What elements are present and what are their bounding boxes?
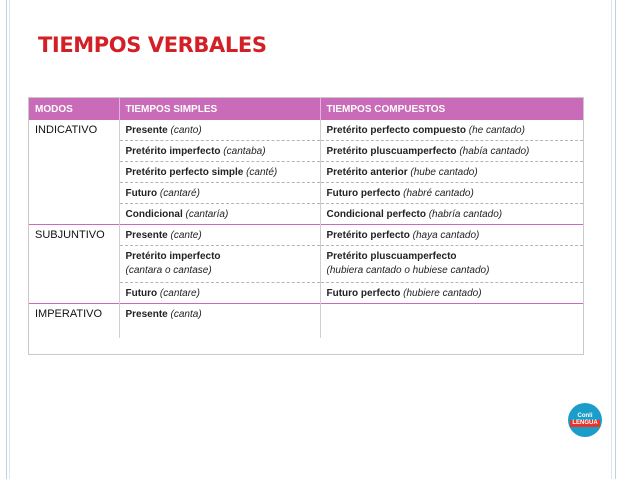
header-tiempos-simples: TIEMPOS SIMPLES bbox=[119, 98, 320, 120]
table-row bbox=[29, 120, 583, 141]
simple-cell: Presente (cante) bbox=[119, 225, 320, 246]
compuesto-cell-empty bbox=[320, 304, 583, 339]
simple-cell: Pretérito perfecto simple (canté) bbox=[119, 162, 320, 183]
slide-title: TIEMPOS VERBALES bbox=[38, 33, 267, 57]
brand-logo: Conli LENGUA bbox=[568, 403, 602, 437]
compuesto-cell: Pretérito perfecto compuesto (he cantado) bbox=[326, 124, 525, 136]
right-border-line bbox=[615, 0, 616, 479]
modo-imperativo: IMPERATIVO bbox=[29, 304, 119, 339]
simple-cell: Futuro (cantaré) bbox=[119, 183, 320, 204]
table-row bbox=[29, 225, 583, 246]
compuesto-cell: Pretérito pluscuamperfecto (hubiera cantado o hubiese cantado) bbox=[320, 246, 583, 283]
verb-tenses-table bbox=[28, 97, 584, 355]
simple-cell: Pretérito imperfecto (cantaba) bbox=[119, 141, 320, 162]
header-tiempos-compuestos: TIEMPOS COMPUESTOS bbox=[320, 98, 583, 120]
compuesto-cell: Condicional perfecto (habría cantado) bbox=[320, 204, 583, 225]
compuesto-cell: Pretérito pluscuamperfecto (había cantado) bbox=[320, 141, 583, 162]
table-header-row bbox=[29, 98, 583, 120]
simple-cell: Futuro (cantare) bbox=[119, 283, 320, 304]
left-border-line-inner bbox=[9, 0, 10, 479]
modo-indicativo: INDICATIVO bbox=[29, 120, 119, 225]
left-border-line bbox=[6, 0, 7, 479]
compuesto-cell: Futuro perfecto (habré cantado) bbox=[320, 183, 583, 204]
right-border-line-inner bbox=[611, 0, 612, 479]
header-modos: MODOS bbox=[29, 98, 119, 120]
simple-cell: Presente (canto) bbox=[119, 120, 320, 141]
simple-cell: Presente (canta) bbox=[119, 304, 320, 339]
simple-cell: Pretérito imperfecto (cantara o cantase) bbox=[119, 246, 320, 283]
modo-subjuntivo: SUBJUNTIVO bbox=[29, 225, 119, 304]
compuesto-cell: Pretérito anterior (hube cantado) bbox=[320, 162, 583, 183]
simple-cell: Condicional (cantaría) bbox=[119, 204, 320, 225]
table-row bbox=[29, 304, 583, 339]
compuesto-cell: Pretérito perfecto (haya cantado) bbox=[320, 225, 583, 246]
compuesto-cell: Futuro perfecto (hubiere cantado) bbox=[320, 283, 583, 304]
